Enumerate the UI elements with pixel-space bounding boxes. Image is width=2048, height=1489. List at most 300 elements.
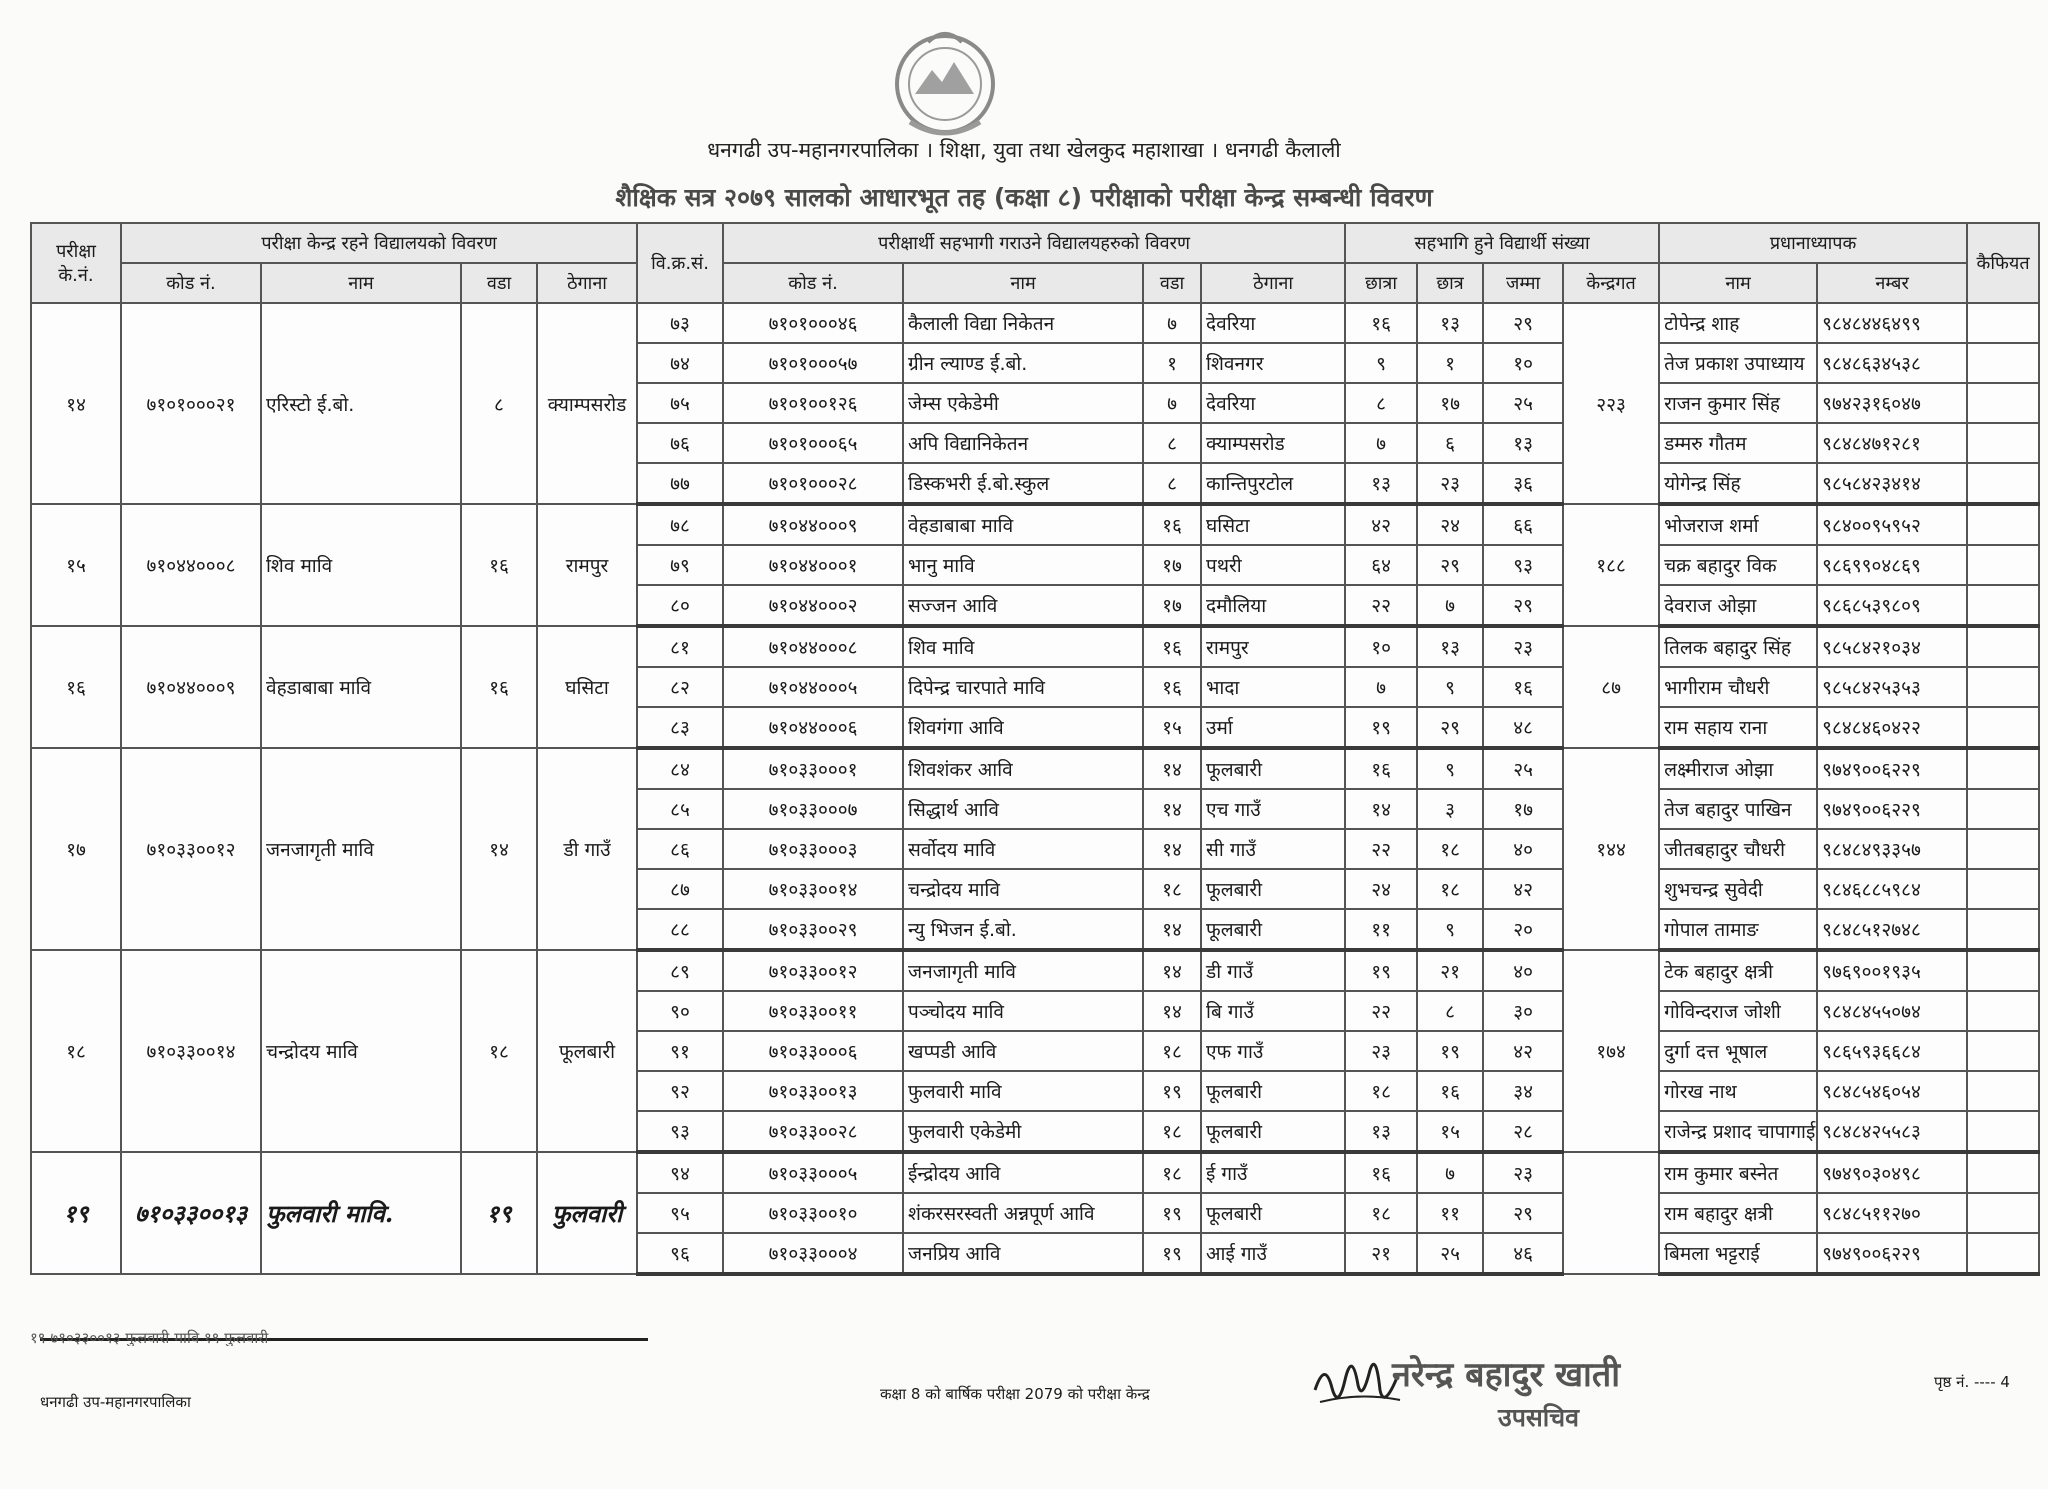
principal-name: चक्र बहादुर विक xyxy=(1659,545,1817,585)
boys-count: ९ xyxy=(1417,909,1483,950)
header-code: कोड नं. xyxy=(121,263,261,303)
serial-number: ९५ xyxy=(637,1193,723,1233)
table-row xyxy=(31,626,2039,667)
center-name: जनजागृती मावि xyxy=(261,748,461,950)
total-count: १७ xyxy=(1483,789,1563,829)
school-name: सिद्धार्थ आवि xyxy=(903,789,1143,829)
boys-count: ७ xyxy=(1417,1152,1483,1193)
total-count: १० xyxy=(1483,343,1563,383)
school-address: शिवनगर xyxy=(1201,343,1345,383)
principal-name: तेज बहादुर पाखिन xyxy=(1659,789,1817,829)
principal-name: राम कुमार बस्नेत xyxy=(1659,1152,1817,1193)
principal-number: ९८६८५३९८०९ xyxy=(1817,585,1967,626)
serial-number: ७५ xyxy=(637,383,723,423)
school-name: ईन्द्रोदय आवि xyxy=(903,1152,1143,1193)
school-address: फूलबारी xyxy=(1201,1071,1345,1111)
school-code: ७१०३३००१२ xyxy=(723,950,903,991)
school-ward: १९ xyxy=(1143,1071,1201,1111)
girls-count: १६ xyxy=(1345,303,1417,343)
serial-number: ७६ xyxy=(637,423,723,463)
principal-number: ९७४९००६२२९ xyxy=(1817,1233,1967,1274)
school-ward: १९ xyxy=(1143,1193,1201,1233)
serial-number: ८६ xyxy=(637,829,723,869)
total-count: २९ xyxy=(1483,1193,1563,1233)
struck-row-text: १९ ७१०३३००१३ फुलवारी मावि १९ फुलवारी xyxy=(30,1329,269,1346)
girls-count: १८ xyxy=(1345,1193,1417,1233)
school-ward: १८ xyxy=(1143,1152,1201,1193)
total-count: १६ xyxy=(1483,667,1563,707)
school-name: जनजागृती मावि xyxy=(903,950,1143,991)
school-code: ७१०३३०००३ xyxy=(723,829,903,869)
remarks-cell xyxy=(1967,1193,2039,1233)
center-code: ७१०४४०००९ xyxy=(121,626,261,748)
exam-center-table xyxy=(30,222,2040,1276)
school-address: भादा xyxy=(1201,667,1345,707)
school-name: पञ्चोदय मावि xyxy=(903,991,1143,1031)
principal-number: ९७४९००६२२९ xyxy=(1817,789,1967,829)
signatory-name-stamp: नरेन्द्र बहादुर खाती xyxy=(1392,1355,1621,1395)
center-name: शिव मावि xyxy=(261,504,461,626)
center-total-count xyxy=(1563,1152,1659,1274)
total-count: २० xyxy=(1483,909,1563,950)
boys-count: ३ xyxy=(1417,789,1483,829)
total-count: २९ xyxy=(1483,303,1563,343)
principal-number: ९८४८४६०४२२ xyxy=(1817,707,1967,748)
girls-count: ७ xyxy=(1345,423,1417,463)
total-count: ९३ xyxy=(1483,545,1563,585)
principal-number: ९८५८४२३४१४ xyxy=(1817,463,1967,504)
center-code: ७१०३३००१२ xyxy=(121,748,261,950)
school-name: वेहडाबाबा मावि xyxy=(903,504,1143,545)
school-address: फूलबारी xyxy=(1201,909,1345,950)
remarks-cell xyxy=(1967,1111,2039,1152)
girls-count: ४२ xyxy=(1345,504,1417,545)
school-name: चन्द्रोदय मावि xyxy=(903,869,1143,909)
table-row xyxy=(31,748,2039,789)
school-ward: ८ xyxy=(1143,423,1201,463)
table-row xyxy=(31,303,2039,343)
principal-name: गोरख नाथ xyxy=(1659,1071,1817,1111)
boys-count: २४ xyxy=(1417,504,1483,545)
school-address: रामपुर xyxy=(1201,626,1345,667)
center-number: १६ xyxy=(31,626,121,748)
principal-number: ९७४९०३०४९८ xyxy=(1817,1152,1967,1193)
remarks-cell xyxy=(1967,707,2039,748)
school-address: घसिटा xyxy=(1201,504,1345,545)
school-code: ७१०१०००६५ xyxy=(723,423,903,463)
serial-number: ७४ xyxy=(637,343,723,383)
principal-name: तिलक बहादुर सिंह xyxy=(1659,626,1817,667)
center-number: १५ xyxy=(31,504,121,626)
principal-number: ९८६५९३६६८४ xyxy=(1817,1031,1967,1071)
school-ward: १९ xyxy=(1143,1233,1201,1274)
school-code: ७१०३३०००१ xyxy=(723,748,903,789)
girls-count: ७ xyxy=(1345,667,1417,707)
principal-number: ९८४८४९३३५७ xyxy=(1817,829,1967,869)
girls-count: १४ xyxy=(1345,789,1417,829)
girls-count: १६ xyxy=(1345,748,1417,789)
serial-number: ९१ xyxy=(637,1031,723,1071)
girls-count: १० xyxy=(1345,626,1417,667)
boys-count: २९ xyxy=(1417,545,1483,585)
center-ward: १९ xyxy=(461,1152,537,1274)
boys-count: १३ xyxy=(1417,303,1483,343)
center-name: एरिस्टो ई.बो. xyxy=(261,303,461,504)
remarks-cell xyxy=(1967,1233,2039,1274)
table-row xyxy=(31,950,2039,991)
header-girls: छात्रा xyxy=(1345,263,1417,303)
serial-number: ८७ xyxy=(637,869,723,909)
total-count: ४२ xyxy=(1483,869,1563,909)
center-address: फुलवारी xyxy=(537,1152,637,1274)
serial-number: ७७ xyxy=(637,463,723,504)
total-count: ६६ xyxy=(1483,504,1563,545)
header-remarks: कैफियत xyxy=(1967,223,2039,303)
boys-count: ११ xyxy=(1417,1193,1483,1233)
remarks-cell xyxy=(1967,463,2039,504)
school-address: एच गाउँ xyxy=(1201,789,1345,829)
school-ward: १४ xyxy=(1143,829,1201,869)
center-name: फुलवारी मावि. xyxy=(261,1152,461,1274)
girls-count: ६४ xyxy=(1345,545,1417,585)
center-ward: १४ xyxy=(461,748,537,950)
principal-name: लक्ष्मीराज ओझा xyxy=(1659,748,1817,789)
school-address: देवरिया xyxy=(1201,303,1345,343)
school-name: शिवगंगा आवि xyxy=(903,707,1143,748)
header-boys: छात्र xyxy=(1417,263,1483,303)
center-total-count: १७४ xyxy=(1563,950,1659,1152)
header-principal-name: नाम xyxy=(1659,263,1817,303)
girls-count: २२ xyxy=(1345,991,1417,1031)
school-name: फुलवारी एकेडेमी xyxy=(903,1111,1143,1152)
header-school-ward: वडा xyxy=(1143,263,1201,303)
center-ward: १८ xyxy=(461,950,537,1152)
boys-count: ७ xyxy=(1417,585,1483,626)
school-ward: १८ xyxy=(1143,1031,1201,1071)
school-code: ७१०३३००१० xyxy=(723,1193,903,1233)
school-address: दमौलिया xyxy=(1201,585,1345,626)
principal-name: टोपेन्द्र शाह xyxy=(1659,303,1817,343)
header-name: नाम xyxy=(261,263,461,303)
girls-count: ८ xyxy=(1345,383,1417,423)
girls-count: २२ xyxy=(1345,585,1417,626)
center-ward: १६ xyxy=(461,626,537,748)
principal-name: राजन कुमार सिंह xyxy=(1659,383,1817,423)
school-code: ७१०४४०००८ xyxy=(723,626,903,667)
center-number: १७ xyxy=(31,748,121,950)
school-name: फुलवारी मावि xyxy=(903,1071,1143,1111)
boys-count: २१ xyxy=(1417,950,1483,991)
boys-count: १९ xyxy=(1417,1031,1483,1071)
boys-count: ८ xyxy=(1417,991,1483,1031)
school-code: ७१०३३०००५ xyxy=(723,1152,903,1193)
remarks-cell xyxy=(1967,667,2039,707)
principal-name: तेज प्रकाश उपाध्याय xyxy=(1659,343,1817,383)
serial-number: ८१ xyxy=(637,626,723,667)
school-ward: १ xyxy=(1143,343,1201,383)
school-name: अपि विद्यानिकेतन xyxy=(903,423,1143,463)
principal-number: ९७४२३१६०४७ xyxy=(1817,383,1967,423)
principal-number: ९८६९९०४८६९ xyxy=(1817,545,1967,585)
remarks-cell xyxy=(1967,383,2039,423)
total-count: ३० xyxy=(1483,991,1563,1031)
girls-count: १८ xyxy=(1345,1071,1417,1111)
school-code: ७१०३३००२९ xyxy=(723,909,903,950)
total-count: ३६ xyxy=(1483,463,1563,504)
school-code: ७१०१००१२६ xyxy=(723,383,903,423)
school-name: शिव मावि xyxy=(903,626,1143,667)
boys-count: २९ xyxy=(1417,707,1483,748)
header-center-total: केन्द्रगत xyxy=(1563,263,1659,303)
remarks-cell xyxy=(1967,626,2039,667)
principal-name: भागीराम चौधरी xyxy=(1659,667,1817,707)
boys-count: १८ xyxy=(1417,829,1483,869)
principal-name: गोपाल तामाङ xyxy=(1659,909,1817,950)
girls-count: १३ xyxy=(1345,1111,1417,1152)
center-number: १४ xyxy=(31,303,121,504)
table-row xyxy=(31,504,2039,545)
remarks-cell xyxy=(1967,1071,2039,1111)
school-ward: १६ xyxy=(1143,626,1201,667)
school-name: न्यु भिजन ई.बो. xyxy=(903,909,1143,950)
principal-name: राम सहाय राना xyxy=(1659,707,1817,748)
header-participating-schools: परीक्षार्थी सहभागी गराउने विद्यालयहरुको विवरण xyxy=(723,223,1345,263)
school-code: ७१०१०००२८ xyxy=(723,463,903,504)
principal-number: ९८४८४२५५८३ xyxy=(1817,1111,1967,1152)
school-name: शंकरसरस्वती अन्नपूर्ण आवि xyxy=(903,1193,1143,1233)
total-count: २५ xyxy=(1483,383,1563,423)
principal-number: ९८४८४७१२८१ xyxy=(1817,423,1967,463)
school-code: ७१०१०००५७ xyxy=(723,343,903,383)
serial-number: ८९ xyxy=(637,950,723,991)
center-address: डी गाउँ xyxy=(537,748,637,950)
principal-number: ९८५८४२५३५३ xyxy=(1817,667,1967,707)
girls-count: २४ xyxy=(1345,869,1417,909)
remarks-cell xyxy=(1967,303,2039,343)
girls-count: २२ xyxy=(1345,829,1417,869)
principal-name: गोविन्दराज जोशी xyxy=(1659,991,1817,1031)
total-count: ३४ xyxy=(1483,1071,1563,1111)
total-count: २५ xyxy=(1483,748,1563,789)
header-school-code: कोड नं. xyxy=(723,263,903,303)
remarks-cell xyxy=(1967,585,2039,626)
school-address: फूलबारी xyxy=(1201,1111,1345,1152)
boys-count: ९ xyxy=(1417,748,1483,789)
remarks-cell xyxy=(1967,869,2039,909)
serial-number: ८२ xyxy=(637,667,723,707)
header-ward: वडा xyxy=(461,263,537,303)
school-name: खप्पडी आवि xyxy=(903,1031,1143,1071)
total-count: १३ xyxy=(1483,423,1563,463)
girls-count: १३ xyxy=(1345,463,1417,504)
center-code: ७१०३३००१४ xyxy=(121,950,261,1152)
principal-number: ९८४८५११२७० xyxy=(1817,1193,1967,1233)
remarks-cell xyxy=(1967,950,2039,991)
remarks-cell xyxy=(1967,789,2039,829)
principal-number: ९७४९००६२२९ xyxy=(1817,748,1967,789)
school-ward: ७ xyxy=(1143,383,1201,423)
school-code: ७१०३३००१४ xyxy=(723,869,903,909)
serial-number: ९३ xyxy=(637,1111,723,1152)
principal-name: जीतबहादुर चौधरी xyxy=(1659,829,1817,869)
girls-count: ९ xyxy=(1345,343,1417,383)
serial-number: ७९ xyxy=(637,545,723,585)
school-ward: १६ xyxy=(1143,504,1201,545)
serial-number: ९४ xyxy=(637,1152,723,1193)
center-ward: ८ xyxy=(461,303,537,504)
school-name: जनप्रिय आवि xyxy=(903,1233,1143,1274)
girls-count: २१ xyxy=(1345,1233,1417,1274)
header-school-address: ठेगाना xyxy=(1201,263,1345,303)
principal-number: ९८४८५४६०५४ xyxy=(1817,1071,1967,1111)
principal-number: ९८५८४२१०३४ xyxy=(1817,626,1967,667)
center-code: ७१०३३००१३ xyxy=(121,1152,261,1274)
school-ward: १४ xyxy=(1143,748,1201,789)
school-address: आई गाउँ xyxy=(1201,1233,1345,1274)
government-emblem-logo xyxy=(870,22,1020,152)
center-address: घसिटा xyxy=(537,626,637,748)
principal-name: भोजराज शर्मा xyxy=(1659,504,1817,545)
header-principal-number: नम्बर xyxy=(1817,263,1967,303)
serial-number: ७३ xyxy=(637,303,723,343)
school-code: ७१०४४०००१ xyxy=(723,545,903,585)
total-count: ४८ xyxy=(1483,707,1563,748)
girls-count: १९ xyxy=(1345,707,1417,748)
serial-number: ९६ xyxy=(637,1233,723,1274)
principal-name: देवराज ओझा xyxy=(1659,585,1817,626)
school-ward: १८ xyxy=(1143,1111,1201,1152)
school-code: ७१०४४०००२ xyxy=(723,585,903,626)
total-count: २३ xyxy=(1483,1152,1563,1193)
girls-count: २३ xyxy=(1345,1031,1417,1071)
header-sn: वि.क्र.सं. xyxy=(637,223,723,303)
center-code: ७१०४४०००८ xyxy=(121,504,261,626)
school-ward: ७ xyxy=(1143,303,1201,343)
center-ward: १६ xyxy=(461,504,537,626)
total-count: ४० xyxy=(1483,950,1563,991)
school-name: शिवशंकर आवि xyxy=(903,748,1143,789)
school-address: ई गाउँ xyxy=(1201,1152,1345,1193)
header-center-school: परीक्षा केन्द्र रहने विद्यालयको विवरण xyxy=(121,223,637,263)
total-count: ४६ xyxy=(1483,1233,1563,1274)
center-name: वेहडाबाबा मावि xyxy=(261,626,461,748)
school-ward: १६ xyxy=(1143,667,1201,707)
school-ward: १७ xyxy=(1143,585,1201,626)
principal-name: योगेन्द्र सिंह xyxy=(1659,463,1817,504)
total-count: २३ xyxy=(1483,626,1563,667)
school-code: ७१०३३०००६ xyxy=(723,1031,903,1071)
total-count: २९ xyxy=(1483,585,1563,626)
school-code: ७१०४४०००५ xyxy=(723,667,903,707)
school-address: उर्मा xyxy=(1201,707,1345,748)
remarks-cell xyxy=(1967,343,2039,383)
boys-count: १ xyxy=(1417,343,1483,383)
serial-number: ९२ xyxy=(637,1071,723,1111)
document-title: शैक्षिक सत्र २०७९ सालको आधारभूत तह (कक्षा ८) परीक्षाको परीक्षा केन्द्र सम्बन्धी विवरण xyxy=(615,183,1433,212)
school-address: सी गाउँ xyxy=(1201,829,1345,869)
school-address: पथरी xyxy=(1201,545,1345,585)
school-name: सज्जन आवि xyxy=(903,585,1143,626)
school-address: बि गाउँ xyxy=(1201,991,1345,1031)
serial-number: ८३ xyxy=(637,707,723,748)
school-address: डी गाउँ xyxy=(1201,950,1345,991)
serial-number: ८५ xyxy=(637,789,723,829)
school-address: कान्तिपुरटोल xyxy=(1201,463,1345,504)
girls-count: १६ xyxy=(1345,1152,1417,1193)
center-total-count: २२३ xyxy=(1563,303,1659,504)
school-address: क्याम्पसरोड xyxy=(1201,423,1345,463)
boys-count: ९ xyxy=(1417,667,1483,707)
serial-number: ७८ xyxy=(637,504,723,545)
school-ward: १५ xyxy=(1143,707,1201,748)
school-name: दिपेन्द्र चारपाते मावि xyxy=(903,667,1143,707)
principal-number: ९८४८५१२७४८ xyxy=(1817,909,1967,950)
school-name: डिस्कभरी ई.बो.स्कुल xyxy=(903,463,1143,504)
footer-office: धनगढी उप-महानगरपालिका xyxy=(40,1393,191,1411)
school-ward: १७ xyxy=(1143,545,1201,585)
school-code: ७१०३३०००४ xyxy=(723,1233,903,1274)
header-school-name: नाम xyxy=(903,263,1143,303)
footer-description: कक्षा 8 को बार्षिक परीक्षा 2079 को परीक्षा केन्द्र xyxy=(880,1385,1150,1403)
school-ward: १४ xyxy=(1143,789,1201,829)
serial-number: ८० xyxy=(637,585,723,626)
principal-number: ९८४८४५५०७४ xyxy=(1817,991,1967,1031)
center-address: क्याम्पसरोड xyxy=(537,303,637,504)
table-row xyxy=(31,1152,2039,1193)
principal-name: राजेन्द्र प्रशाद चापागाई xyxy=(1659,1111,1817,1152)
remarks-cell xyxy=(1967,829,2039,869)
center-number: १८ xyxy=(31,950,121,1152)
school-ward: १४ xyxy=(1143,991,1201,1031)
header-address: ठेगाना xyxy=(537,263,637,303)
serial-number: ८४ xyxy=(637,748,723,789)
remarks-cell xyxy=(1967,423,2039,463)
boys-count: २५ xyxy=(1417,1233,1483,1274)
school-ward: १४ xyxy=(1143,950,1201,991)
header-total: जम्मा xyxy=(1483,263,1563,303)
girls-count: ११ xyxy=(1345,909,1417,950)
school-code: ७१०३३००१३ xyxy=(723,1071,903,1111)
school-code: ७१०३३०००७ xyxy=(723,789,903,829)
center-address: फूलबारी xyxy=(537,950,637,1152)
header-center-no: परीक्षा के.नं. xyxy=(31,223,121,303)
principal-name: बिमला भट्टराई xyxy=(1659,1233,1817,1274)
center-code: ७१०१०००२१ xyxy=(121,303,261,504)
boys-count: २३ xyxy=(1417,463,1483,504)
remarks-cell xyxy=(1967,504,2039,545)
signatory-title-stamp: उपसचिव xyxy=(1498,1403,1580,1432)
school-name: भानु मावि xyxy=(903,545,1143,585)
principal-name: डम्मरु गौतम xyxy=(1659,423,1817,463)
school-name: सर्वोदय मावि xyxy=(903,829,1143,869)
boys-count: ६ xyxy=(1417,423,1483,463)
remarks-cell xyxy=(1967,748,2039,789)
boys-count: १५ xyxy=(1417,1111,1483,1152)
principal-number: ९८४००९५९५२ xyxy=(1817,504,1967,545)
school-name: कैलाली विद्या निकेतन xyxy=(903,303,1143,343)
boys-count: १६ xyxy=(1417,1071,1483,1111)
school-code: ७१०४४०००६ xyxy=(723,707,903,748)
girls-count: १९ xyxy=(1345,950,1417,991)
remarks-cell xyxy=(1967,1152,2039,1193)
school-ward: १८ xyxy=(1143,869,1201,909)
total-count: ४२ xyxy=(1483,1031,1563,1071)
school-ward: १४ xyxy=(1143,909,1201,950)
principal-name: राम बहादुर क्षत्री xyxy=(1659,1193,1817,1233)
boys-count: १३ xyxy=(1417,626,1483,667)
school-address: देवरिया xyxy=(1201,383,1345,423)
principal-name: दुर्गा दत्त भूषाल xyxy=(1659,1031,1817,1071)
